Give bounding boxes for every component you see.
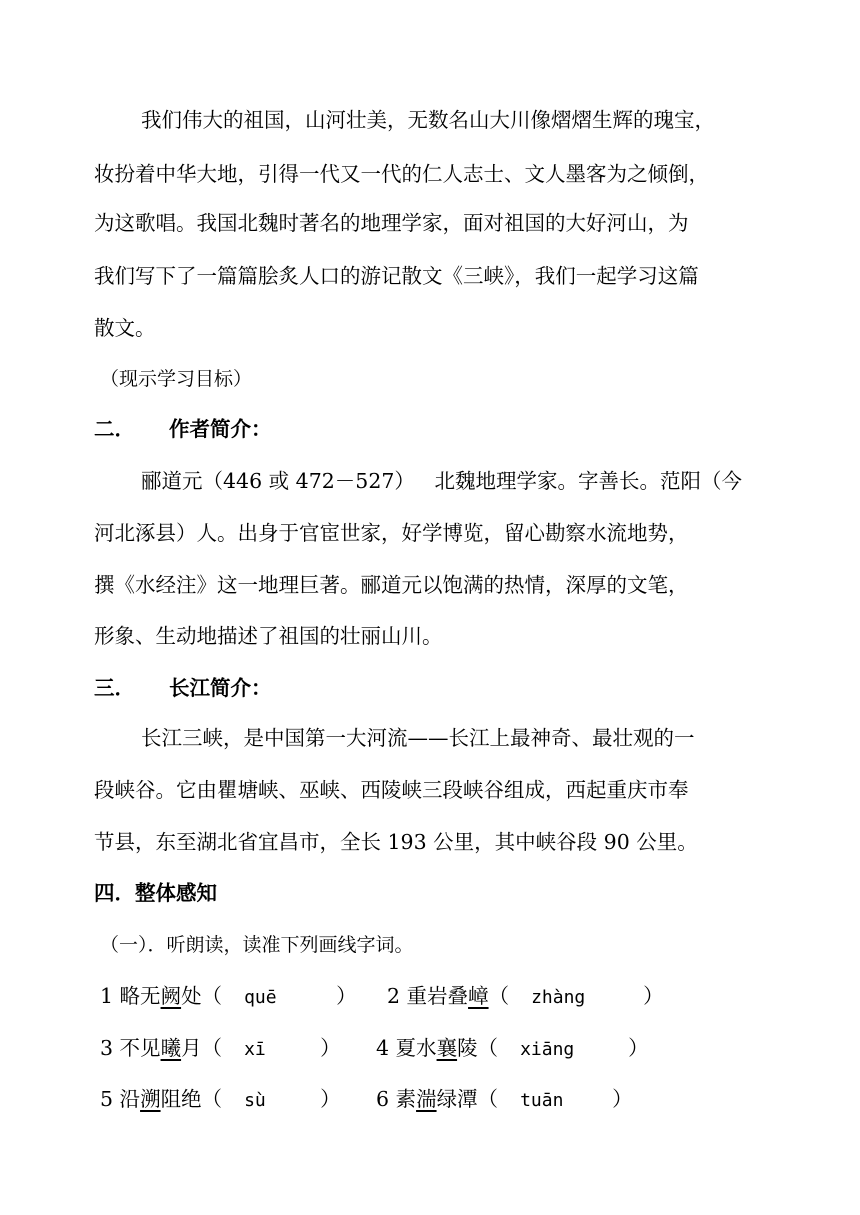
vocab-underlined-char: 阙 [160,984,182,1008]
vocab-pinyin: quē [244,987,277,1008]
vocab-item-1 [100,982,357,1012]
yangtze-line-2: 段峡谷。它由瞿塘峡、巫峡、西陵峡三段峡谷组成，西起重庆市奉 [94,778,689,802]
vocab-prefix: 6 素 [376,1087,417,1111]
vocab-close: ） [320,1036,341,1060]
vocab-pinyin: sù [244,1090,266,1111]
vocab-close: ） [320,1087,341,1111]
vocab-prefix: 1 略无 [100,984,161,1008]
vocab-prefix: 2 重岩叠 [387,984,469,1008]
vocab-suffix: （ [488,984,510,1008]
intro-note: （现示学习目标） [100,368,253,390]
vocab-underlined-char: 溯 [140,1087,161,1111]
section-heading-overall: 四．整体感知 [94,881,217,905]
section-heading-author [94,415,272,443]
vocab-prefix: 5 沿 [100,1087,141,1111]
vocab-prefix: 4 夏水 [376,1036,437,1060]
vocab-close: ） [643,984,664,1008]
vocab-pinyin: tuān [520,1090,564,1111]
author-line-1: 郦道元（446 或 472－527） 北魏地理学家。字善长。范阳（今 [141,469,742,493]
section-number: 三． [94,676,135,700]
author-line-4: 形象、生动地描述了祖国的壮丽山川。 [94,624,443,648]
intro-line-5: 散文。 [94,316,156,340]
vocab-item-5 [100,1085,341,1115]
listening-instruction: （一）．听朗读，读准下列画线字词。 [100,934,414,956]
vocab-underlined-char: 嶂 [468,984,489,1008]
section-number: 二． [94,417,135,441]
vocab-item-2 [387,982,664,1012]
vocab-item-4 [376,1034,649,1064]
yangtze-line-3: 节县，东至湖北省宜昌市，全长 193 公里，其中峡谷段 90 公里。 [94,830,698,854]
vocab-pinyin: xī [244,1039,266,1060]
vocab-suffix: 处（ [181,984,223,1008]
vocab-suffix: 陵（ [457,1036,499,1060]
vocab-underlined-char: 湍 [416,1087,437,1111]
vocab-prefix: 3 不见 [100,1036,161,1060]
vocab-suffix: 绿潭（ [436,1087,499,1111]
vocab-underlined-char: 曦 [160,1036,182,1060]
intro-line-4: 我们写下了一篇篇脍炙人口的游记散文《三峡》，我们一起学习这篇 [94,264,699,288]
author-line-3: 撰《水经注》这一地理巨著。郦道元以饱满的热情，深厚的文笔， [94,573,689,597]
vocab-pinyin: zhàng [531,987,586,1008]
section-title: 作者简介： [169,417,272,441]
vocab-item-3 [100,1034,341,1064]
yangtze-line-1: 长江三峡，是中国第一大河流——长江上最神奇、最壮观的一 [141,726,695,750]
vocab-suffix: 月（ [181,1036,223,1060]
intro-line-3: 为这歌唱。我国北魏时著名的地理学家，面对祖国的大好河山，为 [94,211,689,235]
vocab-underlined-char: 襄 [436,1036,458,1060]
vocab-close: ） [628,1036,649,1060]
vocab-suffix: 阻绝（ [160,1087,223,1111]
vocab-item-6 [376,1085,633,1115]
vocab-close: ） [612,1087,633,1111]
author-line-2: 河北涿县）人。出身于官宦世家，好学博览，留心勘察水流地势， [94,521,689,545]
intro-line-1: 我们伟大的祖国，山河壮美，无数名山大川像熠熠生辉的瑰宝， [141,108,715,132]
vocab-pinyin: xiāng [520,1039,575,1060]
section-heading-yangtze [94,674,272,702]
vocab-close: ） [336,984,357,1008]
intro-line-2: 妆扮着中华大地，引得一代又一代的仁人志士、文人墨客为之倾倒， [94,162,709,186]
section-title: 长江简介： [169,676,272,700]
